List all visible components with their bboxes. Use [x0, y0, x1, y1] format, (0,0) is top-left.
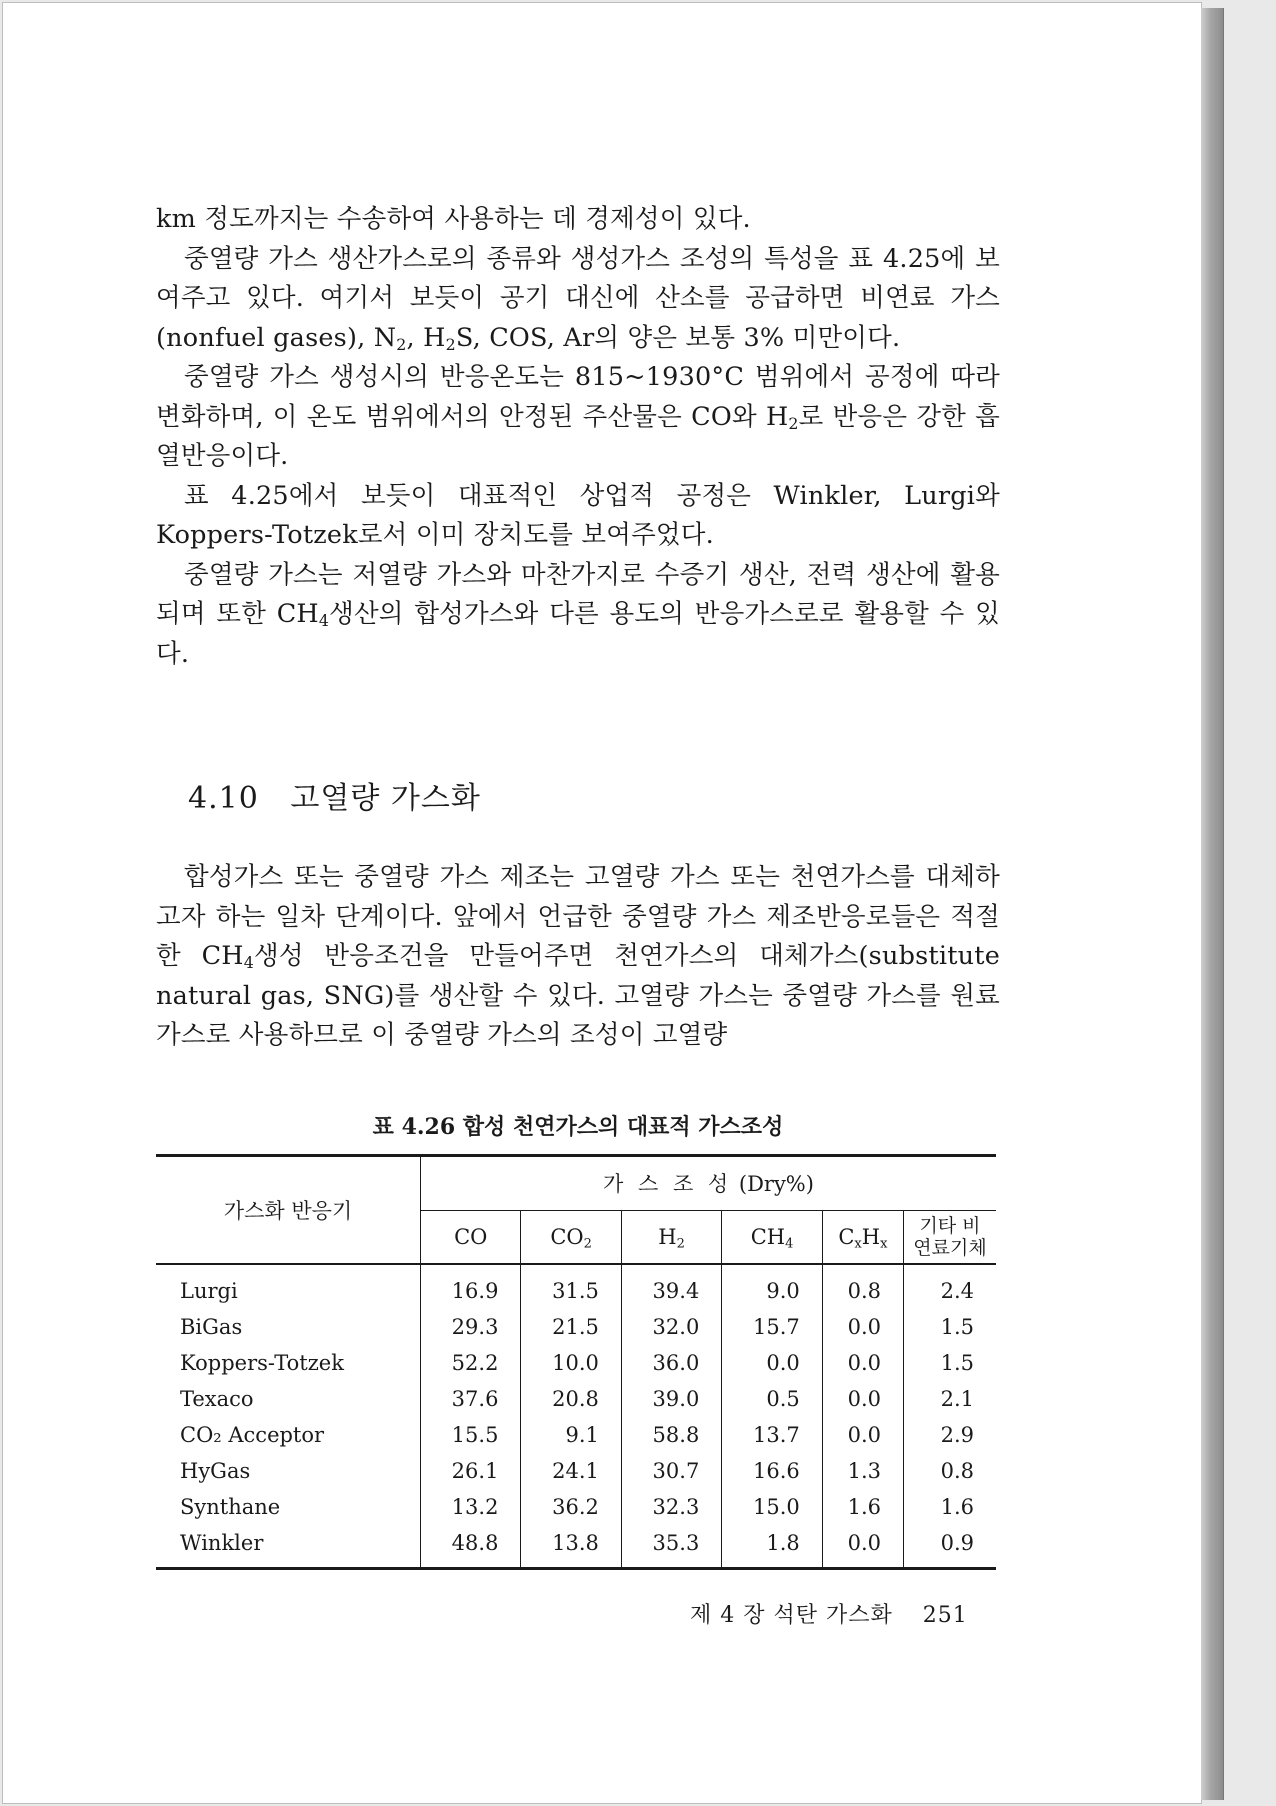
section-paragraph: 합성가스 또는 중열량 가스 제조는 고열량 가스 또는 천연가스를 대체하고자 하는 일차 단계이다. 앞에서 언급한 중열량 가스 제조반응로들은 적절한 $CH_4$생성 반응조건을 만들어주면 천연가스의 대체가스(substitute natural gas, SNG)를 생산할 수 있다. 고열량 가스는 중열량 가스를 원료 가스로 사용하므로 이 중열량 가스의 조성이 고열량 — [156, 862, 1000, 1050]
table-row — [156, 1309, 996, 1345]
reactor-name-cell: HyGas — [180, 1459, 251, 1483]
composition-value-cell: 0.0 — [822, 1417, 903, 1453]
composition-value-cell: 2.9 — [904, 1417, 997, 1453]
paragraph-1: km 정도까지는 수송하여 사용하는 데 경제성이 있다. — [156, 204, 751, 234]
composition-value-cell: 16.6 — [722, 1453, 822, 1489]
composition-value-cell: 2.4 — [904, 1264, 997, 1309]
table-row — [156, 1489, 996, 1525]
composition-value-cell: 39.4 — [621, 1264, 721, 1309]
table-caption: 표 4.26 합성 천연가스의 대표적 가스조성 — [372, 1114, 784, 1140]
section-paragraphs — [156, 858, 1000, 1056]
composition-value-cell: 1.5 — [904, 1345, 997, 1381]
composition-value-cell: 31.5 — [521, 1264, 621, 1309]
reactor-name-cell: Texaco — [180, 1387, 254, 1411]
reactor-name-cell: Synthane — [180, 1495, 281, 1519]
chapter-title: 제 4 장 석탄 가스화 — [690, 1603, 893, 1628]
composition-value-cell: 15.0 — [722, 1489, 822, 1525]
paragraph-5: 중열량 가스는 저열량 가스와 마찬가지로 수증기 생산, 전력 생산에 활용되며 또한 $CH_4$생산의 합성가스와 다른 용도의 반응가스로로 활용할 수 있다. — [156, 559, 1000, 669]
composition-value-cell: 35.3 — [621, 1525, 721, 1569]
paragraph-3: 중열량 가스 생성시의 반응온도는 815~1930°C 범위에서 공정에 따라 변화하며, 이 온도 범위에서의 안정된 주산물은 CO와 $H_2$로 반응은 강한 흡열반응이다. — [156, 362, 1000, 471]
composition-value-cell: 13.2 — [421, 1489, 521, 1525]
reactor-name-cell: BiGas — [180, 1315, 243, 1339]
table-row — [156, 1453, 996, 1489]
composition-value-cell: 36.0 — [621, 1345, 721, 1381]
composition-value-cell: 26.1 — [421, 1453, 521, 1489]
composition-value-cell: 1.5 — [904, 1309, 997, 1345]
table-row — [156, 1525, 996, 1569]
composition-value-cell: 0.0 — [822, 1525, 903, 1569]
composition-value-cell: 24.1 — [521, 1453, 621, 1489]
column-header-cxhx: $C_xH_x$ — [822, 1210, 903, 1264]
composition-value-cell: 52.2 — [421, 1345, 521, 1381]
composition-value-cell: 0.8 — [904, 1453, 997, 1489]
composition-value-cell: 9.0 — [722, 1264, 822, 1309]
composition-value-cell: 1.6 — [822, 1489, 903, 1525]
composition-value-cell: 15.7 — [722, 1309, 822, 1345]
running-footer — [690, 1598, 968, 1629]
reactor-name-cell: CO₂ Acceptor — [180, 1423, 325, 1447]
composition-value-cell: 32.3 — [621, 1489, 721, 1525]
composition-value-cell: 37.6 — [421, 1381, 521, 1417]
paragraph-2: 중열량 가스 생산가스로의 종류와 생성가스 조성의 특성을 표 4.25에 보여주고 있다. 여기서 보듯이 공기 대신에 산소를 공급하면 비연료 가스(nonfuel gases), $N_2$, $H_2S$, COS, Ar의 양은 보통 3% 미만이다. — [156, 243, 1000, 354]
composition-value-cell: 15.5 — [421, 1417, 521, 1453]
gas-composition-table — [156, 1154, 996, 1570]
table-row — [156, 1264, 996, 1309]
composition-value-cell: 9.1 — [521, 1417, 621, 1453]
page-edge-shadow — [1201, 8, 1224, 1800]
composition-value-cell: 30.7 — [621, 1453, 721, 1489]
composition-value-cell: 39.0 — [621, 1381, 721, 1417]
section-number: 4.10 — [188, 781, 259, 816]
table-body — [156, 1264, 996, 1569]
table-row — [156, 1381, 996, 1417]
composition-value-cell: 20.8 — [521, 1381, 621, 1417]
composition-value-cell: 58.8 — [621, 1417, 721, 1453]
composition-value-cell: 48.8 — [421, 1525, 521, 1569]
composition-value-cell: 0.0 — [822, 1309, 903, 1345]
reactor-header: 가스화 반응기 — [156, 1156, 421, 1265]
composition-value-cell: 0.8 — [822, 1264, 903, 1309]
reactor-name-cell: Lurgi — [180, 1279, 238, 1303]
intro-paragraphs — [156, 200, 1000, 674]
table-row — [156, 1345, 996, 1381]
composition-value-cell: 0.9 — [904, 1525, 997, 1569]
composition-value-cell: 0.0 — [722, 1345, 822, 1381]
composition-value-cell: 13.7 — [722, 1417, 822, 1453]
composition-value-cell: 10.0 — [521, 1345, 621, 1381]
paragraph-4: 표 4.25에서 보듯이 대표적인 상업적 공정은 Winkler, Lurgi와 Koppers-Totzek로서 이미 장치도를 보여주었다. — [156, 480, 1000, 550]
composition-value-cell: 0.0 — [822, 1381, 903, 1417]
column-header-other-nonfuel: 기타 비 연료기체 — [904, 1210, 997, 1264]
composition-value-cell: 1.8 — [722, 1525, 822, 1569]
composition-value-cell: 21.5 — [521, 1309, 621, 1345]
composition-value-cell: 29.3 — [421, 1309, 521, 1345]
composition-value-cell: 0.0 — [822, 1345, 903, 1381]
column-header-co2: $CO_2$ — [521, 1210, 621, 1264]
composition-group-header: 가 스 조 성 (Dry%) — [421, 1156, 997, 1211]
column-header-co: CO — [421, 1210, 521, 1264]
reactor-name-cell: Koppers-Totzek — [180, 1351, 344, 1375]
page-number: 251 — [922, 1603, 968, 1628]
composition-value-cell: 1.6 — [904, 1489, 997, 1525]
reactor-name-cell: Winkler — [156, 1525, 421, 1569]
column-header-h2: $H_2$ — [621, 1210, 721, 1264]
section-heading — [188, 773, 481, 817]
composition-value-cell: 0.5 — [722, 1381, 822, 1417]
composition-value-cell: 16.9 — [421, 1264, 521, 1309]
section-title: 고열량 가스화 — [290, 781, 481, 816]
composition-value-cell: 13.8 — [521, 1525, 621, 1569]
composition-value-cell: 2.1 — [904, 1381, 997, 1417]
table-row — [156, 1417, 996, 1453]
composition-value-cell: 32.0 — [621, 1309, 721, 1345]
column-header-ch4: $CH_4$ — [722, 1210, 822, 1264]
composition-value-cell: 36.2 — [521, 1489, 621, 1525]
composition-value-cell: 1.3 — [822, 1453, 903, 1489]
